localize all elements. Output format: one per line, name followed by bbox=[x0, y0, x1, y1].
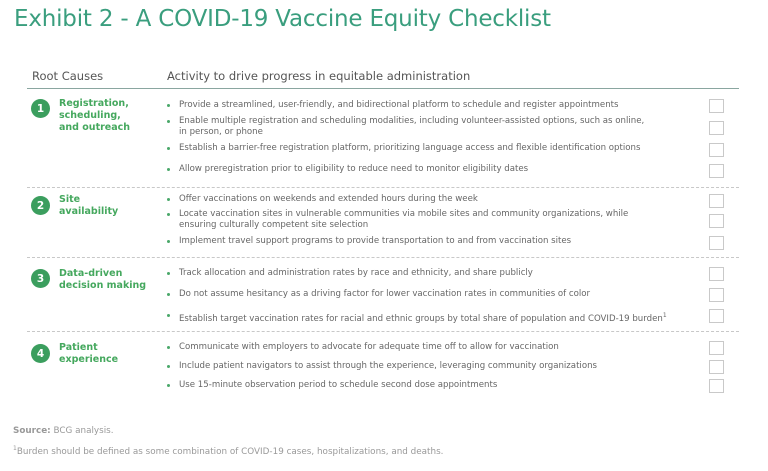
activity-text bbox=[167, 194, 687, 205]
activity-text-line: Do not assume hesitancy as a driving factor for lower vaccination rates in communities of color bbox=[179, 289, 591, 299]
root-cause-line: Patient bbox=[59, 342, 98, 353]
root-cause-line: and outreach bbox=[59, 122, 131, 133]
activity-item bbox=[167, 116, 687, 138]
root-cause-line: availability bbox=[59, 206, 119, 217]
bullet-icon bbox=[167, 365, 170, 368]
activity-text bbox=[167, 220, 687, 231]
source-text: BCG analysis. bbox=[50, 426, 114, 436]
activity-item bbox=[167, 289, 687, 300]
bullet-icon bbox=[167, 293, 170, 296]
activity-item bbox=[167, 100, 687, 111]
activity-text-line: Use 15-minute observation period to schedule second dose appointments bbox=[179, 380, 498, 390]
activity-text-line: Enable multiple registration and scheduling modalities, including volunteer-assisted options, such as online, bbox=[179, 116, 645, 126]
activity-item bbox=[167, 164, 687, 175]
checklist-checkbox[interactable] bbox=[709, 267, 724, 281]
header-divider bbox=[27, 88, 739, 89]
bullet-icon bbox=[167, 384, 170, 387]
activity-item bbox=[167, 209, 687, 231]
activity-text bbox=[167, 116, 687, 127]
activity-text-line: Implement travel support programs to provide transportation to and from vaccination sites bbox=[179, 236, 572, 246]
checklist-checkbox[interactable] bbox=[709, 379, 724, 393]
bullet-icon bbox=[167, 198, 170, 201]
section-3 bbox=[27, 258, 739, 332]
activity-item bbox=[167, 268, 687, 279]
activity-text-line: Track allocation and administration rates by race and ethnicity, and share publicly bbox=[179, 268, 533, 278]
root-cause-line: decision making bbox=[59, 280, 147, 291]
checklist-checkbox[interactable] bbox=[709, 143, 724, 157]
checklist-checkbox[interactable] bbox=[709, 360, 724, 374]
checklist-checkbox[interactable] bbox=[709, 288, 724, 302]
section-1 bbox=[27, 92, 739, 188]
bullet-icon bbox=[167, 213, 170, 216]
section-2 bbox=[27, 188, 739, 258]
activity-item bbox=[167, 380, 687, 391]
activity-text-line: Locate vaccination sites in vulnerable communities via mobile sites and community organizations, while bbox=[179, 209, 629, 219]
section-number-badge: 3 bbox=[31, 269, 50, 288]
activity-text-line: ensuring culturally competent site selection bbox=[179, 220, 369, 230]
checklist-checkbox[interactable] bbox=[709, 121, 724, 135]
root-cause-line: Data-driven bbox=[59, 268, 123, 279]
root-cause-label bbox=[59, 98, 169, 134]
activity-text bbox=[167, 310, 687, 325]
section-4 bbox=[27, 332, 739, 394]
bullet-icon bbox=[167, 104, 170, 107]
activity-text bbox=[167, 209, 687, 220]
activity-text bbox=[167, 342, 687, 353]
activity-text bbox=[167, 100, 687, 111]
checklist-checkbox[interactable] bbox=[709, 214, 724, 228]
root-cause-line: Registration, bbox=[59, 98, 129, 109]
root-cause-line: Site bbox=[59, 194, 81, 205]
checklist-checkbox[interactable] bbox=[709, 164, 724, 178]
activity-item bbox=[167, 143, 687, 154]
activity-text-line: Allow preregistration prior to eligibility to reduce need to monitor eligibility dates bbox=[179, 164, 529, 174]
source-label: Source: bbox=[13, 426, 51, 436]
root-cause-label bbox=[59, 268, 169, 292]
activity-text-line: Establish a barrier-free registration platform, prioritizing language access and flexible identification options bbox=[179, 143, 641, 153]
checklist-checkbox[interactable] bbox=[709, 236, 724, 250]
activity-item bbox=[167, 361, 687, 372]
activity-text-line: Communicate with employers to advocate for adequate time off to allow for vaccination bbox=[179, 342, 559, 352]
root-cause-label bbox=[59, 194, 169, 218]
bullet-icon bbox=[167, 272, 170, 275]
section-number-badge: 2 bbox=[31, 196, 50, 215]
checklist-checkbox[interactable] bbox=[709, 341, 724, 355]
bullet-icon bbox=[167, 168, 170, 171]
section-number-badge: 1 bbox=[31, 99, 50, 118]
source-note bbox=[13, 426, 114, 436]
activity-text-line: Provide a streamlined, user-friendly, and bidirectional platform to schedule and register appointments bbox=[179, 100, 619, 110]
root-cause-line: scheduling, bbox=[59, 110, 121, 121]
bullet-icon bbox=[167, 314, 170, 317]
activity-text-line: Include patient navigators to assist through the experience, leveraging community organizations bbox=[179, 361, 598, 371]
bullet-icon bbox=[167, 120, 170, 123]
footnote-ref: 1 bbox=[662, 312, 667, 319]
checklist-checkbox[interactable] bbox=[709, 309, 724, 323]
root-cause-label bbox=[59, 342, 169, 366]
activity-text-line: in person, or phone bbox=[179, 127, 263, 137]
activity-text bbox=[167, 164, 687, 175]
section-number-badge: 4 bbox=[31, 344, 50, 363]
column-header-root-causes: Root Causes bbox=[32, 69, 104, 83]
activity-text-line: Offer vaccinations on weekends and extended hours during the week bbox=[179, 194, 478, 204]
activity-text bbox=[167, 268, 687, 279]
activity-item bbox=[167, 194, 687, 205]
activity-text bbox=[167, 361, 687, 372]
activity-text-line: Establish target vaccination rates for racial and ethnic groups by total share of population and COVID-19 burden bbox=[179, 313, 663, 324]
activity-text bbox=[167, 143, 687, 154]
root-cause-line: experience bbox=[59, 354, 119, 365]
column-header-activity: Activity to drive progress in equitable administration bbox=[167, 69, 471, 83]
activity-text bbox=[167, 380, 687, 391]
activity-item bbox=[167, 342, 687, 353]
activity-text bbox=[167, 289, 687, 300]
activity-text bbox=[167, 236, 687, 247]
bullet-icon bbox=[167, 240, 170, 243]
bullet-icon bbox=[167, 147, 170, 150]
checklist-checkbox[interactable] bbox=[709, 194, 724, 208]
footnote bbox=[13, 445, 443, 457]
footnote-marker: 1 bbox=[13, 445, 17, 452]
checklist-checkbox[interactable] bbox=[709, 99, 724, 113]
activity-item bbox=[167, 236, 687, 247]
footnote-text: Burden should be defined as some combination of COVID-19 cases, hospitalizations, and deaths. bbox=[16, 446, 444, 457]
activity-item bbox=[167, 310, 687, 325]
activity-text bbox=[167, 127, 687, 138]
page-title: Exhibit 2 - A COVID-19 Vaccine Equity Checklist bbox=[14, 6, 551, 32]
bullet-icon bbox=[167, 346, 170, 349]
